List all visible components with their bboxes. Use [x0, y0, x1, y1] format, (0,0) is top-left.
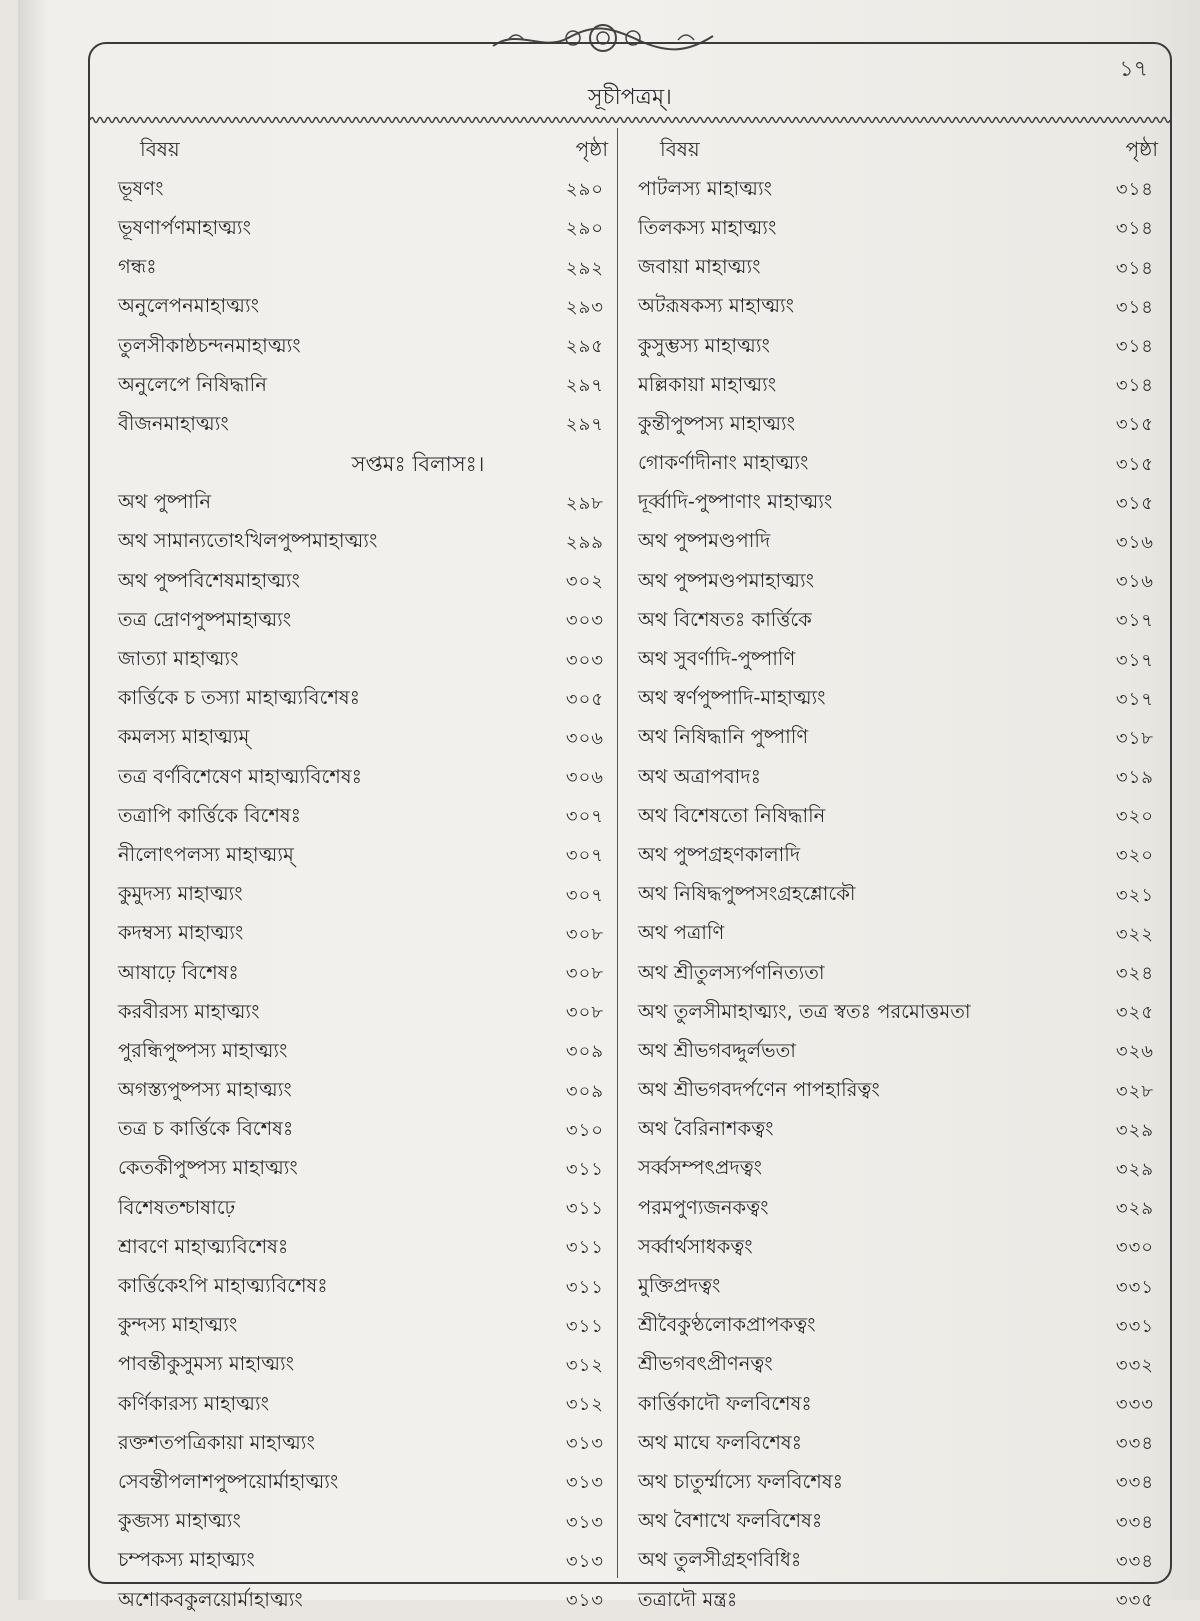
toc-entry	[118, 837, 608, 876]
entry-page: ৩১৪	[1115, 375, 1154, 397]
toc-entry	[118, 1268, 608, 1307]
entry-title: অথ মাঘে ফলবিশেষঃ	[638, 1430, 803, 1454]
toc-entry	[638, 406, 1158, 445]
entry-title: কুন্দস্য মাহাত্ম্যং	[118, 1313, 238, 1337]
entry-title: অথ বিশেষতঃ কার্ত্তিকে	[638, 607, 812, 631]
toc-entry	[118, 798, 608, 837]
entry-page: ৩২১	[1115, 884, 1154, 906]
entry-page: ৩১৩	[565, 1550, 604, 1572]
entry-title: পাটলস্য মাহাত্ম্যং	[638, 176, 773, 200]
entry-title: অথ স্বর্ণপুষ্পাদি-মাহাত্ম্যং	[638, 686, 826, 710]
toc-entry	[638, 563, 1158, 602]
entry-title: অথ পুষ্পগ্রহণকালাদি	[638, 842, 801, 866]
entry-title: পুরন্ধিপুষ্পস্য মাহাত্ম্যং	[118, 1038, 288, 1062]
toc-entry	[118, 1229, 608, 1268]
entry-title: রক্তশতপত্রিকায়া মাহাত্ম্যং	[118, 1430, 315, 1454]
entry-title: অথ পুষ্পানি	[118, 490, 212, 514]
entry-title: পাবন্তীকুসুমস্য মাহাত্ম্যং	[118, 1352, 295, 1376]
toc-entry	[638, 1151, 1158, 1190]
entry-title: কার্ত্তিকাদৌ ফলবিশেষঃ	[638, 1391, 812, 1415]
entry-page: ৩১৫	[1115, 453, 1154, 475]
entry-page: ৩২৫	[1115, 1002, 1154, 1024]
entry-title: তত্রাদৌ মন্ত্রঃ	[638, 1587, 738, 1611]
toc-entry	[118, 328, 608, 367]
entry-page: ৩২৪	[1115, 963, 1154, 985]
entry-title: করবীরস্য মাহাত্ম্যং	[118, 999, 260, 1023]
toc-entry	[638, 1386, 1158, 1425]
toc-entry	[118, 1033, 608, 1072]
entry-title: কদম্বস্য মাহাত্ম্যং	[118, 921, 244, 945]
toc-entry	[638, 250, 1158, 289]
entry-page: ৩২২	[1115, 923, 1154, 945]
entry-title: শ্রীবৈকুণ্ঠলোকপ্রাপকত্বং	[638, 1313, 816, 1337]
toc-entry	[638, 1543, 1158, 1582]
entry-page: ৩১৭	[1115, 688, 1154, 710]
toc-entry	[638, 1190, 1158, 1229]
toc-entry	[638, 367, 1158, 406]
entry-title: অনুলেপে নিষিদ্ধানি	[118, 372, 267, 396]
entry-page: ৩০৫	[565, 688, 604, 710]
entry-title: অথ শ্রীভগবদর্পণেন পাপহারিত্বং	[638, 1078, 880, 1102]
entry-title: সর্ব্বার্থসাধকত্বং	[638, 1234, 753, 1258]
entry-title: দূর্ব্বাদি-পুষ্পাণাং মাহাত্ম্যং	[638, 490, 833, 514]
entry-page: ৩১৪	[1115, 336, 1154, 358]
toc-entry	[638, 759, 1158, 798]
toc-entry	[118, 524, 608, 563]
entry-page: ৩১১	[565, 1276, 604, 1298]
entry-page: ৩১৬	[1115, 531, 1154, 553]
toc-entry	[638, 1308, 1158, 1347]
toc-entry	[118, 1543, 608, 1582]
toc-entry	[118, 171, 608, 210]
toc-entry	[638, 1033, 1158, 1072]
entry-title: পরমপুণ্যজনকত্বং	[638, 1195, 769, 1219]
entry-page: ৩১১	[565, 1237, 604, 1259]
entry-title: শ্রাবণে মাহাত্ম্যবিশেষঃ	[118, 1234, 289, 1258]
entry-page: ৩৩৩	[1115, 1394, 1154, 1416]
entry-title: কমলস্য মাহাত্ম্যম্	[118, 725, 250, 749]
toc-entry	[118, 485, 608, 524]
entry-page: ৩১২	[565, 1394, 604, 1416]
entry-title: অথ বৈরিনাশকত্বং	[638, 1117, 774, 1141]
entry-page: ৩১৭	[1115, 649, 1154, 671]
entry-page: ৩০৭	[565, 884, 604, 906]
entry-page: ৩১৪	[1115, 179, 1154, 201]
entry-page: ২৯৯	[565, 531, 604, 553]
entry-page: ৩০৩	[565, 610, 604, 632]
entry-page: ৩২৯	[1115, 1158, 1154, 1180]
entry-page: ৩০২	[565, 571, 604, 593]
entry-page: ৩১১	[565, 1315, 604, 1337]
entry-title: কার্ত্তিকেঽপি মাহাত্ম্যবিশেষঃ	[118, 1274, 328, 1298]
entry-page: ৩৩১	[1115, 1315, 1154, 1337]
entry-title: কুন্তীপুষ্পস্য মাহাত্ম্যং	[638, 411, 796, 435]
toc-entry	[638, 641, 1158, 680]
entry-page: ৩১৩	[565, 1511, 604, 1533]
toc-entry	[638, 720, 1158, 759]
entry-title: ভূষণং	[118, 176, 164, 200]
column-divider	[617, 128, 618, 1578]
entry-page: ২৯০	[565, 179, 604, 201]
subject-header: বিষয়	[140, 137, 180, 162]
page-header: পৃষ্ঠা	[575, 137, 608, 162]
toc-entry	[118, 1151, 608, 1190]
toc-entry	[118, 1464, 608, 1503]
entry-title: বিশেষতশ্চাষাঢ়ে	[118, 1195, 236, 1219]
entry-title: অথ নিষিদ্ধানি পুষ্পাণি	[638, 725, 809, 749]
entry-page: ৩১৫	[1115, 414, 1154, 436]
toc-entry	[118, 916, 608, 955]
entry-page: ৩১৩	[565, 1433, 604, 1455]
entry-title: নীলোৎপলস্য মাহাত্ম্যম্	[118, 842, 294, 866]
entry-title: অথ তুলসীগ্রহণবিধিঃ	[638, 1548, 802, 1572]
entry-page: ৩২০	[1115, 806, 1154, 828]
toc-entry	[638, 798, 1158, 837]
entry-title: তিলকস্য মাহাত্ম্যং	[638, 215, 777, 239]
entry-title: তত্র বর্ণবিশেষেণ মাহাত্ম্যবিশেষঃ	[118, 764, 362, 788]
entry-page: ৩০৮	[565, 1002, 604, 1024]
toc-entry	[118, 289, 608, 328]
page-header: পৃষ্ঠা	[1125, 137, 1158, 162]
toc-entry	[118, 210, 608, 249]
entry-page: ২৯৭	[565, 414, 604, 436]
entry-page: ৩০৬	[565, 767, 604, 789]
entry-page: ৩৩৪	[1115, 1550, 1154, 1572]
toc-entry	[118, 1425, 608, 1464]
entry-title: অথ সামান্যতোঽখিলপুষ্পমাহাত্ম্যং	[118, 529, 378, 553]
entry-title: অথ সুবর্ণাদি-পুষ্পাণি	[638, 647, 796, 671]
toc-entry	[638, 994, 1158, 1033]
entry-page: ৩১২	[565, 1354, 604, 1376]
page-number: ১৭	[1119, 57, 1148, 82]
entry-page: ৩১৪	[1115, 257, 1154, 279]
toc-entry	[638, 1582, 1158, 1621]
toc-entry	[118, 1504, 608, 1543]
entry-title: অটরূষকস্য মাহাত্ম্যং	[638, 294, 795, 318]
entry-page: ২৯৮	[565, 492, 604, 514]
toc-entry	[638, 171, 1158, 210]
entry-page: ৩০৬	[565, 727, 604, 749]
entry-page: ২৯০	[565, 218, 604, 240]
entry-page: ৩০৮	[565, 923, 604, 945]
book-page	[18, 0, 1200, 1612]
entry-title: অথ শ্রীতুলস্যর্পণনিত্যতা	[638, 960, 825, 984]
entry-title: অগস্ত্যপুষ্পস্য মাহাত্ম্যং	[118, 1078, 292, 1102]
entry-page: ৩১৮	[1115, 727, 1154, 749]
toc-entry	[118, 250, 608, 289]
entry-title: সপ্তমঃ বিলাসঃ।	[351, 451, 485, 476]
entry-title: কার্ত্তিকে চ তস্যা মাহাত্ম্যবিশেষঃ	[118, 686, 361, 710]
left-header	[118, 132, 608, 171]
toc-entry	[118, 720, 608, 759]
entry-page: ৩৩৫	[1115, 1590, 1154, 1612]
entry-title: অথ অত্রাপবাদঃ	[638, 764, 761, 788]
entry-page: ৩১৫	[1115, 492, 1154, 514]
toc-entry	[118, 1308, 608, 1347]
right-header	[638, 132, 1158, 171]
toc-entry	[638, 681, 1158, 720]
entry-title: শ্রীভগবৎপ্রীণনত্বং	[638, 1352, 773, 1376]
entry-title: তুলসীকাষ্ঠচন্দনমাহাত্ম্যং	[118, 333, 301, 357]
entry-page: ৩২৬	[1115, 1041, 1154, 1063]
entry-page: ৩৩৪	[1115, 1511, 1154, 1533]
toc-entry	[638, 1347, 1158, 1386]
entry-title: ভূষণার্পণমাহাত্ম্যং	[118, 215, 251, 239]
entry-title: বীজনমাহাত্ম্যং	[118, 411, 229, 435]
entry-title: অথ পত্রাণি	[638, 921, 725, 945]
toc-entry	[638, 955, 1158, 994]
left-column	[118, 132, 608, 1621]
toc-entry	[118, 877, 608, 916]
entry-title: অথ পুষ্পমণ্ডপমাহাত্ম্যং	[638, 568, 814, 592]
entry-title: আষাঢ়ে বিশেষঃ	[118, 960, 239, 984]
entry-title: কুমুদস্য মাহাত্ম্যং	[118, 882, 243, 906]
toc-entry	[638, 289, 1158, 328]
entry-title: কর্ণিকারস্য মাহাত্ম্যং	[118, 1391, 269, 1415]
entry-title: অশোকবকুলয়োর্মাহাত্ম্যং	[118, 1587, 303, 1611]
toc-entry	[118, 1386, 608, 1425]
entry-page: ৩২৯	[1115, 1119, 1154, 1141]
toc-entry	[638, 1504, 1158, 1543]
entry-page: ২৯৭	[565, 375, 604, 397]
toc-entry	[638, 485, 1158, 524]
entry-page: ৩০৭	[565, 845, 604, 867]
entry-page: ৩০৮	[565, 963, 604, 985]
entry-title: তত্রাপি কার্ত্তিকে বিশেষঃ	[118, 803, 302, 827]
subject-header: বিষয়	[660, 137, 700, 162]
toc-entry	[118, 1347, 608, 1386]
toc-entry	[638, 602, 1158, 641]
entry-title: অথ বৈশাখে ফলবিশেষঃ	[638, 1509, 823, 1533]
toc-entry	[118, 759, 608, 798]
toc-entry	[638, 1425, 1158, 1464]
entry-title: কুসুম্ভস্য মাহাত্ম্যং	[638, 333, 770, 357]
entry-page: ৩৩২	[1115, 1354, 1154, 1376]
entry-page: ৩০৯	[565, 1041, 604, 1063]
entry-page: ৩১১	[565, 1198, 604, 1220]
entry-page: ৩১৪	[1115, 296, 1154, 318]
toc-entry	[638, 877, 1158, 916]
entry-page: ৩১১	[565, 1158, 604, 1180]
entry-page: ৩১৪	[1115, 218, 1154, 240]
entry-page: ৩৩৪	[1115, 1472, 1154, 1494]
entry-page: ২৯৩	[565, 296, 604, 318]
section-heading	[118, 446, 608, 485]
entry-title: সর্ব্বসম্পৎপ্রদত্বং	[638, 1156, 762, 1180]
toc-entry	[118, 563, 608, 602]
entry-title: অথ শ্রীভগবদ্দুর্লভতা	[638, 1038, 796, 1062]
toc-entry	[118, 1073, 608, 1112]
toc-entry	[118, 681, 608, 720]
entry-title: তত্র দ্রোণপুষ্পমাহাত্ম্যং	[118, 607, 292, 631]
toc-entry	[118, 1582, 608, 1621]
entry-page: ৩২৮	[1115, 1080, 1154, 1102]
entry-page: ৩১০	[565, 1119, 604, 1141]
toc-entry	[638, 837, 1158, 876]
entry-title: অথ তুলসীমাহাত্ম্যং, তত্র স্বতঃ পরমোত্তমতা	[638, 999, 971, 1023]
entry-title: জবায়া মাহাত্ম্যং	[638, 255, 761, 279]
entry-title: চম্পকস্য মাহাত্ম্যং	[118, 1548, 255, 1572]
entry-title: মল্লিকায়া মাহাত্ম্যং	[638, 372, 777, 396]
toc-entry	[118, 955, 608, 994]
entry-page: ৩১৯	[1115, 767, 1154, 789]
contents-frame	[88, 42, 1172, 1612]
entry-page: ৩২০	[1115, 845, 1154, 867]
entry-page: ৩৩৪	[1115, 1433, 1154, 1455]
entry-title: কুব্জস্য মাহাত্ম্যং	[118, 1509, 241, 1533]
entry-page: ৩০৭	[565, 806, 604, 828]
entry-page: ৩৩১	[1115, 1276, 1154, 1298]
toc-entry	[118, 602, 608, 641]
entry-page: ৩২৯	[1115, 1198, 1154, 1220]
entry-title: গোকর্ণাদীনাং মাহাত্ম্যং	[638, 451, 809, 475]
toc-entry	[638, 1112, 1158, 1151]
entry-title: অথ নিষিদ্ধপুষ্পসংগ্রহশ্লোকৌ	[638, 882, 856, 906]
page-title: সূচীপত্রম্।	[588, 85, 672, 110]
entry-page: ২৯২	[565, 257, 604, 279]
entry-title: কেতকীপুষ্পস্য মাহাত্ম্যং	[118, 1156, 298, 1180]
right-column	[638, 132, 1158, 1621]
toc-entry	[638, 1268, 1158, 1307]
entry-title: অথ বিশেষতো নিষিদ্ধানি	[638, 803, 826, 827]
entry-page: ৩০৩	[565, 649, 604, 671]
entry-title: অথ পুষ্পমণ্ডপাদি	[638, 529, 771, 553]
entry-title: গন্ধঃ	[118, 255, 157, 279]
toc-entry	[118, 1112, 608, 1151]
toc-entry	[638, 524, 1158, 563]
entry-page: ৩১৭	[1115, 610, 1154, 632]
entry-title: অথ পুষ্পবিশেষমাহাত্ম্যং	[118, 568, 300, 592]
entry-title: তত্র চ কার্ত্তিকে বিশেষঃ	[118, 1117, 294, 1141]
toc-entry	[638, 1464, 1158, 1503]
toc-entry	[638, 446, 1158, 485]
entry-title: সেবন্তীপলাশপুষ্পয়োর্মাহাত্ম্যং	[118, 1469, 339, 1493]
entry-title: অথ চাতুর্ম্মাস্যে ফলবিশেষঃ	[638, 1469, 843, 1493]
toc-entry	[118, 1190, 608, 1229]
toc-entry	[118, 641, 608, 680]
entry-title: অনুলেপনমাহাত্ম্যং	[118, 294, 259, 318]
toc-entry	[118, 406, 608, 445]
toc-entry	[118, 367, 608, 406]
toc-entry	[638, 328, 1158, 367]
toc-entry	[638, 1073, 1158, 1112]
toc-entry	[638, 916, 1158, 955]
entry-page: ৩১৬	[1115, 571, 1154, 593]
entry-page: ৩১৩	[565, 1590, 604, 1612]
toc-entry	[118, 994, 608, 1033]
toc-entry	[638, 210, 1158, 249]
wavy-divider	[90, 114, 1170, 126]
entry-title: জাত্যা মাহাত্ম্যং	[118, 647, 239, 671]
entry-title: মুক্তিপ্রদত্বং	[638, 1274, 721, 1298]
toc-entry	[638, 1229, 1158, 1268]
entry-page: ৩০৯	[565, 1080, 604, 1102]
entry-page: ৩১৩	[565, 1472, 604, 1494]
entry-page: ৩৩০	[1115, 1237, 1154, 1259]
entry-page: ২৯৫	[565, 336, 604, 358]
